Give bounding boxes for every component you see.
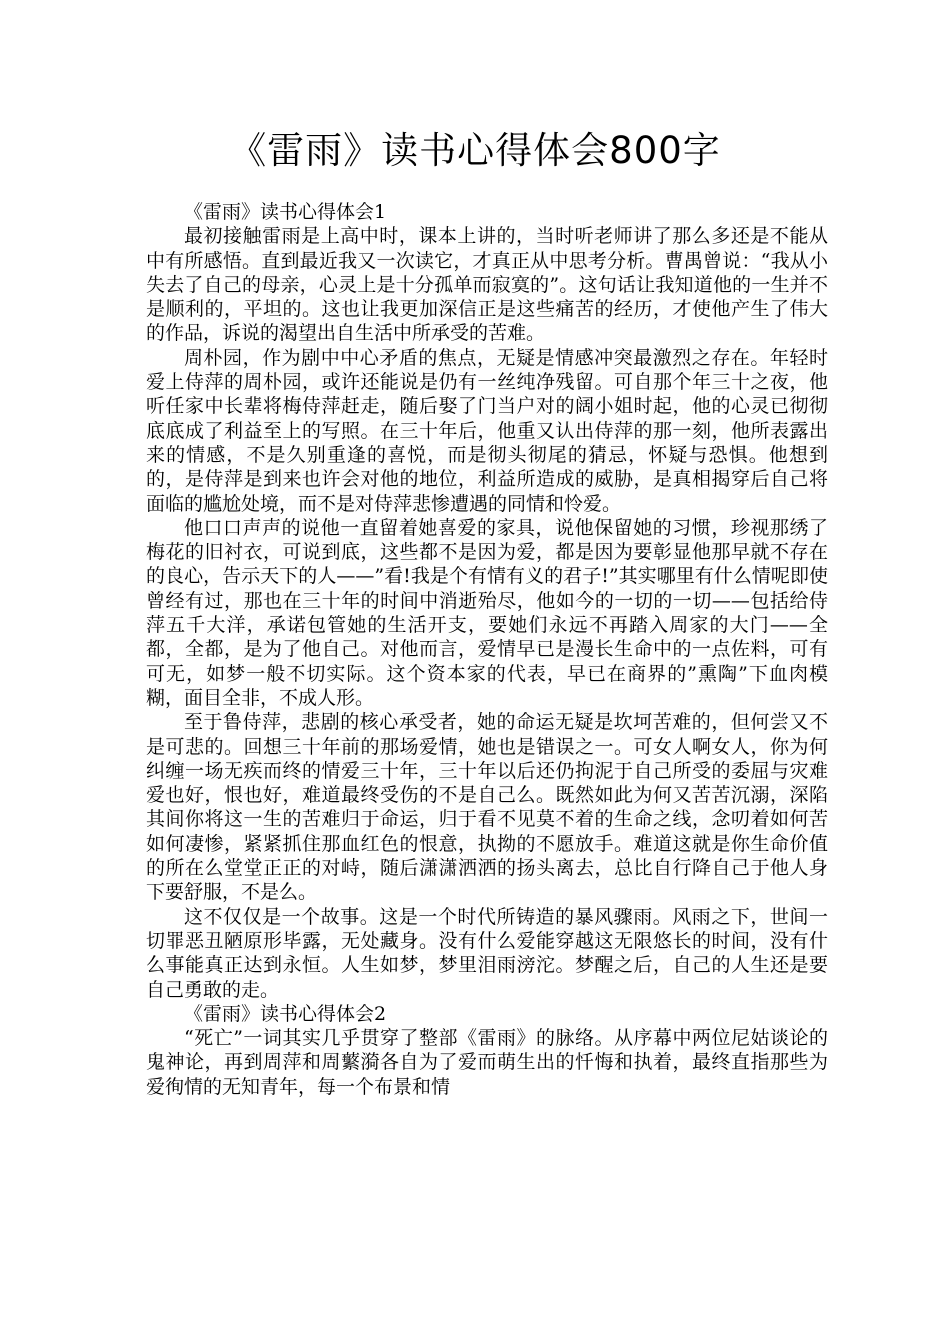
document-title: 《雷雨》读书心得体会800字 <box>229 129 721 172</box>
document-body <box>146 200 828 1099</box>
paragraph: 最初接触雷雨是上高中时，课本上讲的，当时听老师讲了那么多还是不能从中有所感悟。直到最近我又一次读它，才真正从中思考分析。曹禺曾说：“我从小失去了自己的母亲，心灵上是十分孤单而寂寞的”。这句话让我知道他的一生并不是顺利的，平坦的。这也让我更加深信正是这些痛苦的经历，才使他产生了伟大的作品，诉说的渴望出自生活中所承受的苦难。 <box>146 225 828 345</box>
paragraph: 至于鲁侍萍，悲剧的核心承受者，她的命运无疑是坎坷苦难的，但何尝又不是可悲的。回想三十年前的那场爱情，她也是错误之一。可女人啊女人，你为何纠缠一场无疾而终的情爱三十年，三十年以后还仍拘泥于自己所受的委屈与灾难爱也好，恨也好，难道最终受伤的不是自己么。既然如此为何又苦苦沉溺，深陷其间你将这一生的苦难归于命运，归于看不见莫不着的生命之线，念叨着如何苦如何凄惨，紧紧抓住那血红色的恨意，执拗的不愿放手。难道这就是你生命价值的所在么堂堂正正的对峙，随后潇潇洒洒的扬头离去，总比自行降自己于他人身下要舒服，不是么。 <box>146 711 828 904</box>
section-heading: 《雷雨》读书心得体会2 <box>184 1002 387 1025</box>
paragraph: 周朴园，作为剧中中心矛盾的焦点，无疑是情感冲突最激烈之存在。年轻时爱上侍萍的周朴园，或许还能说是仍有一丝纯净残留。可自那个年三十之夜，他听任家中长辈将梅侍萍赶走，随后娶了门当户对的阔小姐时起，他的心灵已彻彻底底成了利益至上的写照。在三十年后，他重又认出侍萍的那一刻，他所表露出来的情感，不是久别重逢的喜悦，而是彻头彻尾的猜忌，怀疑与恐惧。他想到的，是侍萍是到来也许会对他的地位，利益所造成的威胁，是真相揭穿后自己将面临的尴尬处境，而不是对侍萍悲惨遭遇的同情和怜爱。 <box>146 346 828 515</box>
paragraph: 他口口声声的说他一直留着她喜爱的家具，说他保留她的习惯，珍视那绣了梅花的旧衬衣，可说到底，这些都不是因为爱，都是因为要彰显他那早就不存在的良心，告示天下的人——”看!我是个有情有义的君子!”其实哪里有什么情呢即使曾经有过，那也在三十年的时间中消逝殆尽，他如今的一切的一切——包括给侍萍五千大洋，承诺包管她的生活开支，要她们永远不再踏入周家的大门——全都，全都，是为了他自己。对他而言，爱情早已是漫长生命中的一点佐料，可有可无，如梦一般不切实际。这个资本家的代表，早已在商界的”熏陶”下血肉模糊，面目全非，不成人形。 <box>146 516 828 709</box>
paragraph: “死亡”一词其实几乎贯穿了整部《雷雨》的脉络。从序幕中两位尼姑谈论的鬼神论，再到周萍和周蘩漪各自为了爱而萌生出的忏悔和执着，最终直指那些为爱徇情的无知青年，每一个布景和情 <box>146 1027 828 1098</box>
paragraph: 这不仅仅是一个故事。这是一个时代所铸造的暴风骤雨。风雨之下，世间一切罪恶丑陋原形毕露，无处藏身。没有什么爱能穿越这无限悠长的时间，没有什么事能真正达到永恒。人生如梦，梦里泪雨滂沱。梦醒之后，自己的人生还是要自己勇敢的走。 <box>146 905 828 1001</box>
section-heading: 《雷雨》读书心得体会1 <box>184 201 387 223</box>
